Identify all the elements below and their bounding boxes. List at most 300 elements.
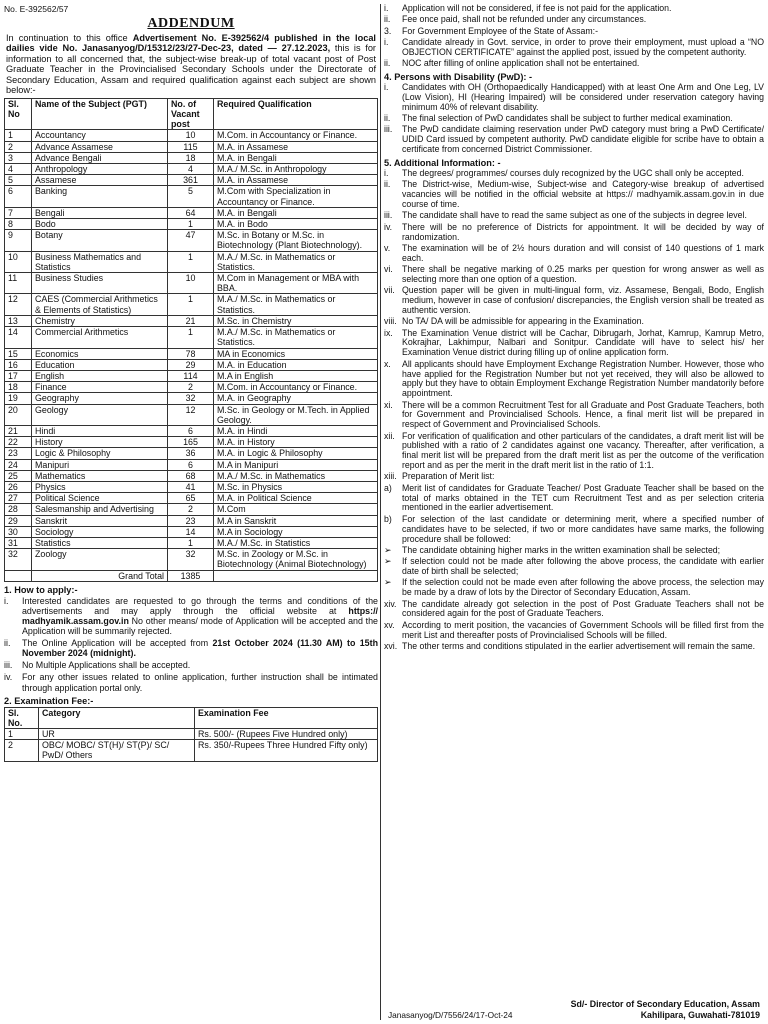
cell-vacant: 1 <box>168 327 214 348</box>
item-marker: vii. <box>384 285 395 296</box>
intro-paragraph <box>6 33 376 95</box>
right-column <box>384 4 764 1020</box>
cell-sl: 13 <box>5 315 32 326</box>
subject-row <box>5 141 378 152</box>
subject-row <box>5 251 378 272</box>
cell-sl: 18 <box>5 382 32 393</box>
cell-qualification: M.A./ M.Sc. in Mathematics or Statistics. <box>214 327 378 348</box>
cell-subject: Physics <box>32 481 168 492</box>
subject-row <box>5 549 378 570</box>
subject-row <box>5 393 378 404</box>
cell-vacant: 5 <box>168 186 214 207</box>
header-sl: Sl. No <box>5 99 32 130</box>
item-text: Question paper will be given in multi-lingual form, viz. Assamese, Bengali, Bodo, English medium, however in case of confusion/ discrepancies, the English version shall be treated as authentic version. <box>402 285 764 315</box>
cell-sl: 31 <box>5 537 32 548</box>
cell-vacant: 12 <box>168 404 214 425</box>
left-column <box>4 4 378 1020</box>
additional-info-item <box>384 484 764 514</box>
subject-table-header <box>5 99 378 130</box>
cell-vacant: 23 <box>168 515 214 526</box>
cell-qualification: M.A in English <box>214 370 378 381</box>
subject-row <box>5 459 378 470</box>
cell-subject: Business Studies <box>32 273 168 294</box>
subject-table-body <box>5 130 378 570</box>
cell-vacant: 36 <box>168 448 214 459</box>
item-text: For selection of the last candidate or determining merit, where a specified number of candidates have to be selected, if two or more candidates have same marks, the following procedure shall be followed: <box>402 513 764 544</box>
cell-vacant: 21 <box>168 315 214 326</box>
cell-sl: 25 <box>5 470 32 481</box>
item-text: The Examination Venue district will be Cachar, Dibrugarh, Jorhat, Kamrup, Kamrup Metro, Kokrajhar, Lakhimpur, Nalbari and Sonitpur. Candidate will have to select his/ her Examination Venue district during filling up of online application form. <box>402 327 764 358</box>
item-marker: ix. <box>384 327 393 338</box>
cell-qualification: M.A. in Geography <box>214 393 378 404</box>
cell-subject: English <box>32 370 168 381</box>
item-marker: ii. <box>384 113 391 124</box>
cell-sl: 3 <box>5 152 32 163</box>
item-text: No TA/ DA will be admissible for appearing in the Examination. <box>402 316 644 327</box>
cell-vacant: 115 <box>168 141 214 152</box>
item-text: Fee once paid, shall not be refunded under any circumstances. <box>402 14 647 25</box>
subject-row <box>5 130 378 141</box>
subject-row <box>5 493 378 504</box>
item-marker: iv. <box>4 672 13 683</box>
item-marker: 3. <box>384 25 392 36</box>
subject-row <box>5 370 378 381</box>
grand-total-spacer <box>5 570 32 581</box>
exam-fee-heading: 2. Examination Fee:- <box>4 695 94 706</box>
how-to-apply-list <box>4 596 378 693</box>
fee-cell-sl: 2 <box>5 740 39 761</box>
cell-qualification: M.A./ M.Sc. in Mathematics <box>214 470 378 481</box>
item-marker: ii. <box>384 58 391 69</box>
intro-bold: Advertisement No. E-392562/4 published in the local dailies vide No. Janasanyog/D/15312/23/27-Dec-23, dated — 27.12.2023, <box>6 33 376 54</box>
cell-sl: 20 <box>5 404 32 425</box>
cell-sl: 21 <box>5 425 32 436</box>
item-text: Preparation of Merit list: <box>402 471 495 482</box>
additional-info-item <box>384 329 764 359</box>
pwd-item <box>384 114 764 124</box>
item-text: The candidate already got selection in the post of Post Graduate Teachers shall not be considered again for the post of Graduate Teachers. <box>402 598 764 619</box>
item-text <box>22 596 378 636</box>
cell-qualification: M.A. in History <box>214 437 378 448</box>
apply-item <box>4 672 378 692</box>
cell-vacant: 2 <box>168 382 214 393</box>
item-marker: ➢ <box>384 577 392 588</box>
how-to-apply-heading: 1. How to apply:- <box>4 584 78 595</box>
item-text: The candidate obtaining higher marks in the written examination shall be selected; <box>402 544 721 555</box>
cell-subject: Sanskrit <box>32 515 168 526</box>
cell-sl: 10 <box>5 251 32 272</box>
subject-row <box>5 315 378 326</box>
cell-qualification: M.Com. in Accountancy or Finance. <box>214 130 378 141</box>
cell-sl: 16 <box>5 359 32 370</box>
subject-row <box>5 294 378 315</box>
cell-vacant: 4 <box>168 164 214 175</box>
cell-subject: Statistics <box>32 537 168 548</box>
cell-qualification: M.Sc. in Botany or M.Sc. in Biotechnology (Plant Biotechnology). <box>214 230 378 251</box>
cell-sl: 12 <box>5 294 32 315</box>
cell-subject: Bodo <box>32 219 168 230</box>
fee-header-sl: Sl. No. <box>5 707 39 728</box>
additional-info-item <box>384 223 764 243</box>
additional-info-item <box>384 472 764 482</box>
cell-vacant: 10 <box>168 130 214 141</box>
cell-vacant: 2 <box>168 504 214 515</box>
cell-sl: 17 <box>5 370 32 381</box>
additional-info-item <box>384 515 764 545</box>
cell-qualification: M.A. in Political Science <box>214 493 378 504</box>
cell-subject: Accountancy <box>32 130 168 141</box>
fee-cell-category: OBC/ MOBC/ ST(H)/ ST(P)/ SC/ PwD/ Others <box>39 740 195 761</box>
item-marker: xvi. <box>384 640 398 651</box>
cell-subject: Commercial Arithmetics <box>32 327 168 348</box>
cell-sl: 4 <box>5 164 32 175</box>
cell-sl: 11 <box>5 273 32 294</box>
fee-notes-list <box>384 4 764 69</box>
item-text: Merit list of candidates for Graduate Teacher/ Post Graduate Teacher shall be based on the total of marks obtained in the TET cum Recruitment Test and as per selection criteria mentioned in the earlier advertisement. <box>402 482 764 513</box>
fee-note-item <box>384 27 764 37</box>
cell-qualification: M.A in Sociology <box>214 526 378 537</box>
item-marker: xiv. <box>384 598 397 609</box>
item-marker: ii. <box>384 14 391 25</box>
subject-row <box>5 348 378 359</box>
subject-row <box>5 504 378 515</box>
cell-qualification: M.Sc. in Chemistry <box>214 315 378 326</box>
subject-row <box>5 481 378 492</box>
cell-sl: 26 <box>5 481 32 492</box>
cell-subject: Finance <box>32 382 168 393</box>
intro-text-2: this is for information to all concerned that, the subject-wise break-up of total vacant post of Post Graduate Teacher in the Provincialised Secondary Schools under the Directorate of Secondary Education, Assam and required qualification against each subject are shown below:- <box>6 43 376 96</box>
cell-qualification: M.A. in Bengali <box>214 152 378 163</box>
cell-vacant: 65 <box>168 493 214 504</box>
cell-subject: History <box>32 437 168 448</box>
cell-sl: 9 <box>5 230 32 251</box>
item-text-c: No other means/ mode of Application will be accepted and the Application will be summarily rejected. <box>22 615 378 637</box>
cell-vacant: 47 <box>168 230 214 251</box>
additional-info-item <box>384 621 764 641</box>
cell-subject: Political Science <box>32 493 168 504</box>
cell-sl: 32 <box>5 549 32 570</box>
cell-qualification: M.Sc. in Zoology or M.Sc. in Biotechnology (Animal Biotechnology) <box>214 549 378 570</box>
subject-row <box>5 186 378 207</box>
item-text: NOC after filling of online application shall not be entertained. <box>402 58 640 69</box>
subject-row <box>5 437 378 448</box>
fee-table-header <box>5 707 378 728</box>
advertisement-number: Janasanyog/D/7556/24/17-Oct-24 <box>388 1010 513 1020</box>
item-marker: ➢ <box>384 556 392 567</box>
cell-qualification: M.Com in Management or MBA with BBA. <box>214 273 378 294</box>
cell-vacant: 32 <box>168 549 214 570</box>
item-text-bold: 21st October 2024 (11.30 AM) to 15th November 2024 (midnight). <box>22 638 378 659</box>
reference-number: No. E-392562/57 <box>4 4 69 14</box>
cell-sl: 15 <box>5 348 32 359</box>
cell-qualification: M.Sc. in Physics <box>214 481 378 492</box>
cell-subject: Zoology <box>32 549 168 570</box>
item-marker: a) <box>384 482 392 493</box>
additional-info-item <box>384 557 764 577</box>
subject-row <box>5 230 378 251</box>
pwd-item <box>384 83 764 113</box>
additional-info-item <box>384 211 764 221</box>
grand-total-value: 1385 <box>168 570 214 581</box>
item-text: The District-wise, Medium-wise, Subject-wise and Category-wise breakup of advertised vacancies will be notified in the official website at https:// madhyamik.assam.gov.in in due course of time. <box>402 179 764 209</box>
subject-row <box>5 404 378 425</box>
cell-qualification: MA in Economics <box>214 348 378 359</box>
item-text: There will be a common Recruitment Test for all Graduate and Post Graduate Teachers, both for Government and Provincialised Schools. Hence, a final merit list will be prepared in respect of Government and Provincialised Schools. <box>402 399 764 430</box>
item-marker: vi. <box>384 264 393 275</box>
cell-subject: Business Mathematics and Statistics <box>32 251 168 272</box>
cell-sl: 2 <box>5 141 32 152</box>
cell-subject: Sociology <box>32 526 168 537</box>
item-text <box>22 672 378 692</box>
cell-subject: Mathematics <box>32 470 168 481</box>
cell-qualification: M.A./ M.Sc. in Anthropology <box>214 164 378 175</box>
cell-subject: Geography <box>32 393 168 404</box>
additional-info-item <box>384 600 764 620</box>
item-text: The candidate shall have to read the same subject as one of the subjects in degree level. <box>402 210 747 221</box>
item-text-a: No Multiple Applications shall be accepted. <box>22 660 191 671</box>
cell-qualification: M.A. in Assamese <box>214 141 378 152</box>
fee-note-item <box>384 15 764 25</box>
item-marker: ii. <box>384 179 391 190</box>
subject-table <box>4 98 378 581</box>
cell-vacant: 29 <box>168 359 214 370</box>
cell-sl: 22 <box>5 437 32 448</box>
fee-cell-category: UR <box>39 729 195 740</box>
cell-vacant: 165 <box>168 437 214 448</box>
apply-item <box>4 596 378 636</box>
additional-info-item <box>384 244 764 264</box>
item-text-a: For any other issues related to online application, further instruction shall be intimated through application portal only. <box>22 672 378 693</box>
cell-sl: 14 <box>5 327 32 348</box>
cell-sl: 30 <box>5 526 32 537</box>
subject-row <box>5 207 378 218</box>
item-marker: xii. <box>384 430 395 441</box>
item-marker: viii. <box>384 316 397 327</box>
item-text: Candidates with OH (Orthopaedically Handicapped) with at least One Arm and One Leg, LV (Low Vision), HI (Hearing Impaired) will be considered under reservation category having minimum 40% of relevant disability. <box>402 82 764 112</box>
cell-vacant: 6 <box>168 425 214 436</box>
fee-note-item <box>384 4 764 14</box>
item-text-bold: https:// madhyamik.assam.gov.in <box>22 605 378 626</box>
item-marker: iii. <box>384 210 393 221</box>
item-text <box>22 660 378 670</box>
cell-qualification: M.A. in Bengali <box>214 207 378 218</box>
item-text: The final selection of PwD candidates shall be subject to further medical examination. <box>402 113 733 124</box>
cell-subject: Manipuri <box>32 459 168 470</box>
item-text: If the selection could not be made even after following the above process, the selection may be made by a draw of lots by the Director of Secondary Education, Assam. <box>402 577 764 598</box>
cell-qualification: M.Com. in Accountancy or Finance. <box>214 382 378 393</box>
item-marker: iii. <box>384 124 393 135</box>
subject-row <box>5 359 378 370</box>
item-marker: i. <box>384 4 389 13</box>
cell-sl: 28 <box>5 504 32 515</box>
fee-header-category: Category <box>39 707 195 728</box>
item-marker: iv. <box>384 221 393 232</box>
additional-info-item <box>384 169 764 179</box>
header-qualification: Required Qualification <box>214 99 378 130</box>
item-text: The degrees/ programmes/ courses duly recognized by the UGC shall only be accepted. <box>402 167 744 178</box>
fee-note-item <box>384 59 764 69</box>
cell-subject: Geology <box>32 404 168 425</box>
cell-subject: Advance Bengali <box>32 152 168 163</box>
item-marker: x. <box>384 358 391 369</box>
subject-row <box>5 526 378 537</box>
fee-note-item <box>384 38 764 58</box>
pwd-heading: 4. Persons with Disability (PwD): - <box>384 72 533 83</box>
subject-row <box>5 382 378 393</box>
item-text: Application will not be considered, if fee is not paid for the application. <box>402 4 672 13</box>
fee-cell-amount: Rs. 500/- (Rupees Five Hundred only) <box>195 729 378 740</box>
subject-row <box>5 425 378 436</box>
pwd-item <box>384 125 764 155</box>
header-subject: Name of the Subject (PGT) <box>32 99 168 130</box>
item-text: There shall be negative marking of 0.25 marks per question for wrong answer as well as selecting more than one option of a question. <box>402 264 764 284</box>
apply-item <box>4 660 378 670</box>
cell-vacant: 14 <box>168 526 214 537</box>
item-text <box>22 638 378 658</box>
cell-subject: Salesmanship and Advertising <box>32 504 168 515</box>
item-marker: xi. <box>384 399 393 410</box>
cell-sl: 6 <box>5 186 32 207</box>
cell-qualification: M.A. in Bodo <box>214 219 378 230</box>
fee-row <box>5 740 378 761</box>
additional-info-list <box>384 169 764 652</box>
cell-qualification: M.A. in Hindi <box>214 425 378 436</box>
cell-vacant: 1 <box>168 251 214 272</box>
pwd-list <box>384 83 764 155</box>
subject-row <box>5 327 378 348</box>
cell-subject: Economics <box>32 348 168 359</box>
cell-qualification: M.A. in Assamese <box>214 175 378 186</box>
cell-sl: 5 <box>5 175 32 186</box>
grand-total-label: Grand Total <box>32 570 168 581</box>
cell-vacant: 78 <box>168 348 214 359</box>
item-text: The examination will be of 2½ hours duration and will consist of 140 questions of 1 mark each. <box>402 242 764 263</box>
additional-info-item <box>384 546 764 556</box>
additional-info-item <box>384 642 764 652</box>
item-text: For verification of qualification and other particulars of the candidates, a draft merit list will be published with a ratio of 2 candidates against one vacancy. Thereafter, after verification, a final merit list will be prepared from the draft merit list as per the outcome of the verification report and as per the merit in the draft merit list in the ratio of 1:1. <box>402 430 764 471</box>
additional-info-heading: 5. Additional Information: - <box>384 157 501 168</box>
signatory-line-2: Kahilipara, Guwahati-781019 <box>640 1009 760 1020</box>
item-marker: ➢ <box>384 544 392 555</box>
header-vacant: No. of Vacant post <box>168 99 214 130</box>
cell-qualification: M.Sc. in Geology or M.Tech. in Applied Geology. <box>214 404 378 425</box>
cell-sl: 8 <box>5 219 32 230</box>
cell-sl: 27 <box>5 493 32 504</box>
item-text-a: Interested candidates are requested to go through the terms and conditions of the advertisements and may apply through the official website at <box>22 595 378 616</box>
cell-subject: Chemistry <box>32 315 168 326</box>
cell-subject: Botany <box>32 230 168 251</box>
cell-sl: 24 <box>5 459 32 470</box>
cell-sl: 19 <box>5 393 32 404</box>
fee-table <box>4 707 378 762</box>
additional-info-item <box>384 317 764 327</box>
additional-info-item <box>384 286 764 316</box>
subject-row <box>5 273 378 294</box>
cell-vacant: 6 <box>168 459 214 470</box>
subject-row <box>5 152 378 163</box>
grand-total-row <box>5 570 378 581</box>
fee-table-body <box>5 729 378 762</box>
item-text: The other terms and conditions stipulated in the earlier advertisement will remain the same. <box>402 640 756 651</box>
signatory-line-1: Sd/- Director of Secondary Education, Assam <box>570 999 760 1009</box>
item-text-a: The Online Application will be accepted from <box>22 638 213 649</box>
fee-cell-sl: 1 <box>5 729 39 740</box>
item-marker: xv. <box>384 619 395 630</box>
cell-qualification: M.Com with Specialization in Accountancy or Finance. <box>214 186 378 207</box>
cell-qualification: M.A. in Education <box>214 359 378 370</box>
subject-row <box>5 219 378 230</box>
item-marker: v. <box>384 242 391 253</box>
additional-info-item <box>384 578 764 598</box>
additional-info-item <box>384 360 764 399</box>
item-text: The PwD candidate claiming reservation under PwD category must bring a PwD Certificate/ UDID Card issued by competent authority. PwD candidate eligible for scribe have to obtain a certificate from concerned District Commissioner. <box>402 124 764 155</box>
cell-qualification: M.A in Sanskrit <box>214 515 378 526</box>
cell-sl: 7 <box>5 207 32 218</box>
cell-sl: 1 <box>5 130 32 141</box>
cell-qualification: M.A. in Logic & Philosophy <box>214 448 378 459</box>
subject-row <box>5 175 378 186</box>
cell-vacant: 68 <box>168 470 214 481</box>
subject-row <box>5 164 378 175</box>
item-marker: b) <box>384 513 392 524</box>
cell-subject: CAES (Commercial Arithmetics & Elements of Statistics) <box>32 294 168 315</box>
cell-qualification: M.Com <box>214 504 378 515</box>
cell-subject: Anthropology <box>32 164 168 175</box>
cell-vacant: 1 <box>168 294 214 315</box>
item-marker: i. <box>4 595 9 606</box>
fee-header-fee: Examination Fee <box>195 707 378 728</box>
cell-vacant: 1 <box>168 537 214 548</box>
column-divider <box>380 4 381 1020</box>
item-text: For Government Employee of the State of Assam:- <box>402 25 598 36</box>
cell-vacant: 64 <box>168 207 214 218</box>
item-text: If selection could not be made after following the above process, the candidate with earlier date of birth shall be selected; <box>402 556 764 577</box>
cell-vacant: 114 <box>168 370 214 381</box>
fee-cell-amount: Rs. 350/-Rupees Three Hundred Fifty only) <box>195 740 378 761</box>
cell-subject: Logic & Philosophy <box>32 448 168 459</box>
fee-row <box>5 729 378 740</box>
apply-item <box>4 638 378 658</box>
cell-vacant: 41 <box>168 481 214 492</box>
cell-qualification: M.A./ M.Sc. in Mathematics or Statistics. <box>214 251 378 272</box>
item-text: There will be no preference of Districts for appointment. It will be decided by way of randomization. <box>402 221 764 242</box>
cell-subject: Education <box>32 359 168 370</box>
item-marker: ii. <box>4 638 11 649</box>
item-text: Candidate already in Govt. service, in order to prove their employment, must upload a “NO OBJECTION CERTIFICATE” against the applied post, issued by the competent authority. <box>402 37 764 57</box>
additional-info-item <box>384 432 764 471</box>
item-marker: xiii. <box>384 471 397 482</box>
document-title: ADDENDUM <box>147 16 235 31</box>
cell-qualification: M.A./ M.Sc. in Mathematics or Statistics. <box>214 294 378 315</box>
additional-info-item <box>384 265 764 285</box>
additional-info-item <box>384 180 764 210</box>
item-marker: i. <box>384 167 389 178</box>
additional-info-item <box>384 401 764 431</box>
cell-subject: Advance Assamese <box>32 141 168 152</box>
cell-vacant: 1 <box>168 219 214 230</box>
grand-total-blank <box>214 570 378 581</box>
subject-row <box>5 537 378 548</box>
item-marker: iii. <box>4 660 13 671</box>
cell-subject: Hindi <box>32 425 168 436</box>
cell-subject: Assamese <box>32 175 168 186</box>
item-marker: i. <box>384 37 389 48</box>
cell-vacant: 18 <box>168 152 214 163</box>
subject-row <box>5 448 378 459</box>
cell-subject: Banking <box>32 186 168 207</box>
subject-row <box>5 515 378 526</box>
cell-qualification: M.A in Manipuri <box>214 459 378 470</box>
